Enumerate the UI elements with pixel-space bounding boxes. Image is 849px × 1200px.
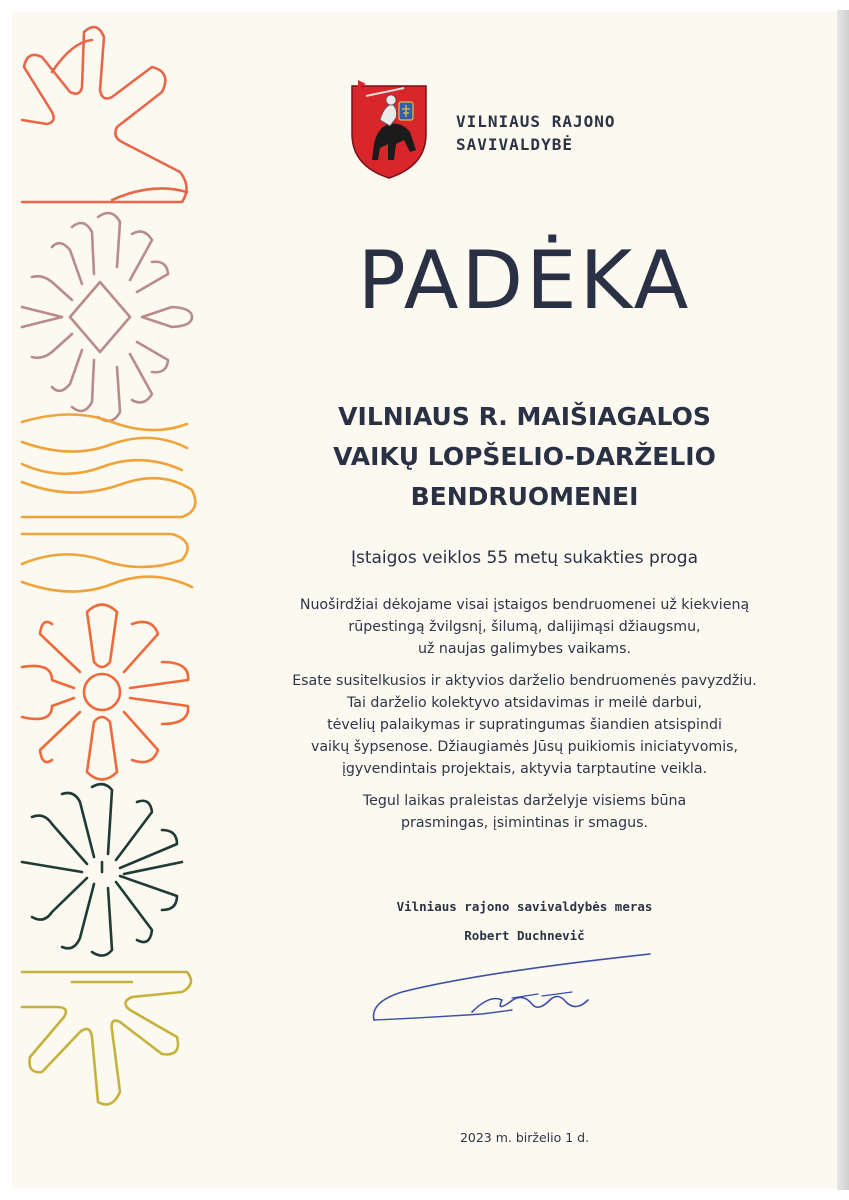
- org-line-1: VILNIAUS RAJONO: [456, 112, 616, 131]
- org-line-2: SAVIVALDYBĖ: [456, 135, 573, 154]
- body-line: tėvelių palaikymas ir supratingumas šiandien atsispindi: [327, 717, 722, 733]
- body-line: Tegul laikas praleistas darželyje visiems būna: [362, 793, 687, 809]
- body-line: už naujas galimybes vaikams.: [417, 641, 631, 657]
- body-line: vaikų šypsenose. Džiaugiamės Jūsų puikiomis iniciatyvomis,: [310, 739, 739, 755]
- ornament-teal-flower: [22, 784, 182, 955]
- recipient-block: [212, 397, 837, 517]
- document-date: 2023 m. birželio 1 d.: [459, 1130, 590, 1145]
- body-paragraph-3: [212, 790, 837, 834]
- body-paragraph-1: [212, 594, 837, 660]
- decorative-ornament-column: [12, 12, 212, 1188]
- ornament-red-half-flower: [22, 27, 187, 202]
- body-line: rūpestingą žvilgsnį, šilumą, dalijimąsi džiaugsmu,: [348, 619, 701, 635]
- document-title: PADĖKA: [357, 234, 692, 327]
- organization-name: [456, 110, 616, 156]
- body-line: Tai darželio kolektyvo atsidavimas ir meilė darbui,: [346, 695, 703, 711]
- signatory-position: Vilniaus rajono savivaldybės meras: [396, 899, 653, 914]
- body-line: Esate susitelkusios ir aktyvios darželio bendruomenės pavyzdžiu.: [292, 673, 757, 689]
- page-edge-shadow: [837, 10, 849, 1190]
- body-line: įgyvendintais projektais, aktyvia tarptautine veikla.: [341, 761, 708, 777]
- certificate-page: [12, 12, 837, 1188]
- handwritten-signature: [362, 942, 662, 1032]
- occasion-subtitle: Įstaigos veiklos 55 metų sukakties proga: [350, 548, 699, 568]
- ornament-olive-flower: [22, 972, 191, 1104]
- ornament-tomato-flower: [22, 605, 188, 780]
- recipient-line-1: VILNIAUS R. MAIŠIAGALOS: [338, 402, 711, 431]
- recipient-line-2: VAIKŲ LOPŠELIO-DARŽELIO: [333, 442, 716, 471]
- recipient-line-3: BENDRUOMENEI: [410, 482, 639, 511]
- body-line: prasmingas, įsimintinas ir smagus.: [401, 815, 648, 831]
- signatory-name: Robert Duchnevič: [464, 928, 585, 943]
- body-line: Nuoširdžiai dėkojame visai įstaigos bendruomenei už kiekvieną: [299, 597, 750, 613]
- ornament-orange-waves: [22, 415, 195, 592]
- body-paragraph-2: [212, 670, 837, 780]
- ornament-mauve-flower: [22, 213, 192, 421]
- body-text: [212, 594, 837, 844]
- vilnius-district-crest: [344, 74, 434, 182]
